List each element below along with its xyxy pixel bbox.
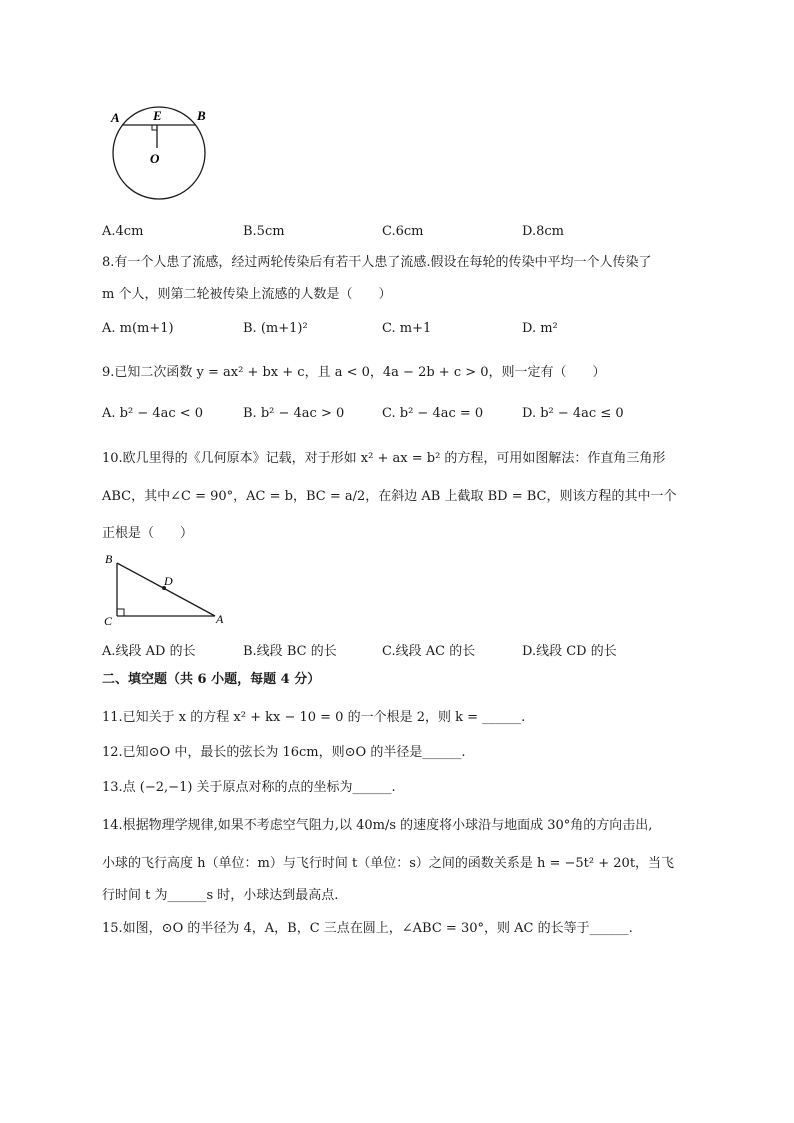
label-b: B bbox=[197, 108, 206, 123]
q14-stem-line1: 14.根据物理学规律,如果不考虑空气阻力,以 40m/s 的速度将小球沿与地面成 30°角的方向击出, bbox=[102, 818, 653, 833]
label-a: A bbox=[216, 612, 224, 626]
q8-stem-line1: 8.有一个人患了流感，经过两轮传染后有若干人患了流感.假设在每轮的传染中平均一个人传染了 bbox=[102, 255, 652, 270]
q12-stem: 12.已知⊙O 中，最长的弦长为 16cm，则⊙O 的半径是______. bbox=[102, 745, 466, 760]
q9-option-c: C. b² − 4ac = 0 bbox=[382, 406, 484, 421]
q8-option-d: D. m² bbox=[522, 321, 558, 336]
q14-stem-line3: 行时间 t 为______s 时，小球达到最高点. bbox=[102, 888, 339, 903]
q8-stem-line2: m 个人，则第二轮被传染上流感的人数是（ ） bbox=[102, 287, 392, 302]
q14-stem-line2: 小球的飞行高度 h（单位：m）与飞行时间 t（单位：s）之间的函数关系是 h = −5t² + 20t，当飞 bbox=[102, 856, 675, 871]
q7-option-c: C.6cm bbox=[382, 224, 424, 239]
right-triangle-figure bbox=[100, 550, 235, 630]
q15-stem: 15.如图，⊙O 的半径为 4，A，B，C 三点在圆上，∠ABC = 30°，则 AC 的长等于______. bbox=[102, 921, 633, 936]
q9-option-b: B. b² − 4ac > 0 bbox=[243, 406, 345, 421]
circle-chord-figure bbox=[100, 100, 215, 205]
right-angle-mark bbox=[152, 125, 157, 130]
q13-stem: 13.点 (−2,−1) 关于原点对称的点的坐标为______. bbox=[102, 780, 396, 795]
q10-option-a: A.线段 AD 的长 bbox=[102, 644, 196, 659]
section-heading-fill-in: 二、填空题（共 6 小题，每题 4 分） bbox=[102, 672, 321, 687]
q9-stem: 9.已知二次函数 y = ax² + bx + c，且 a < 0，4a − 2b + c > 0，则一定有（ ） bbox=[102, 365, 606, 380]
q9-option-d: D. b² − 4ac ≤ 0 bbox=[522, 406, 624, 421]
right-angle-mark bbox=[117, 609, 124, 616]
q7-option-a: A.4cm bbox=[102, 224, 144, 239]
q10-option-c: C.线段 AC 的长 bbox=[382, 644, 476, 659]
q7-option-b: B.5cm bbox=[243, 224, 285, 239]
q9-option-a: A. b² − 4ac < 0 bbox=[102, 406, 204, 421]
label-d: D bbox=[164, 574, 173, 588]
label-a: A bbox=[111, 110, 120, 125]
q10-stem-line1: 10.欧几里得的《几何原本》记载，对于形如 x² + ax = b² 的方程，可用如图解法：作直角三角形 bbox=[102, 451, 666, 466]
q10-option-d: D.线段 CD 的长 bbox=[522, 644, 617, 659]
q11-stem: 11.已知关于 x 的方程 x² + kx − 10 = 0 的一个根是 2，则 k = ______. bbox=[102, 710, 526, 725]
q8-option-b: B. (m+1)² bbox=[243, 321, 308, 336]
side-ab bbox=[117, 563, 215, 616]
label-o: O bbox=[150, 151, 160, 166]
label-e: E bbox=[153, 108, 162, 123]
q8-option-c: C. m+1 bbox=[382, 321, 432, 336]
q10-stem-line2: ABC，其中∠C = 90°，AC = b，BC = a/2，在斜边 AB 上截取 BD = BC，则该方程的其中一个 bbox=[102, 489, 677, 504]
label-b: B bbox=[105, 552, 113, 566]
q8-option-a: A. m(m+1) bbox=[102, 321, 174, 336]
q10-option-b: B.线段 BC 的长 bbox=[243, 644, 337, 659]
q7-option-d: D.8cm bbox=[522, 224, 564, 239]
label-c: C bbox=[104, 614, 113, 628]
q10-stem-line3: 正根是（ ） bbox=[102, 526, 194, 541]
